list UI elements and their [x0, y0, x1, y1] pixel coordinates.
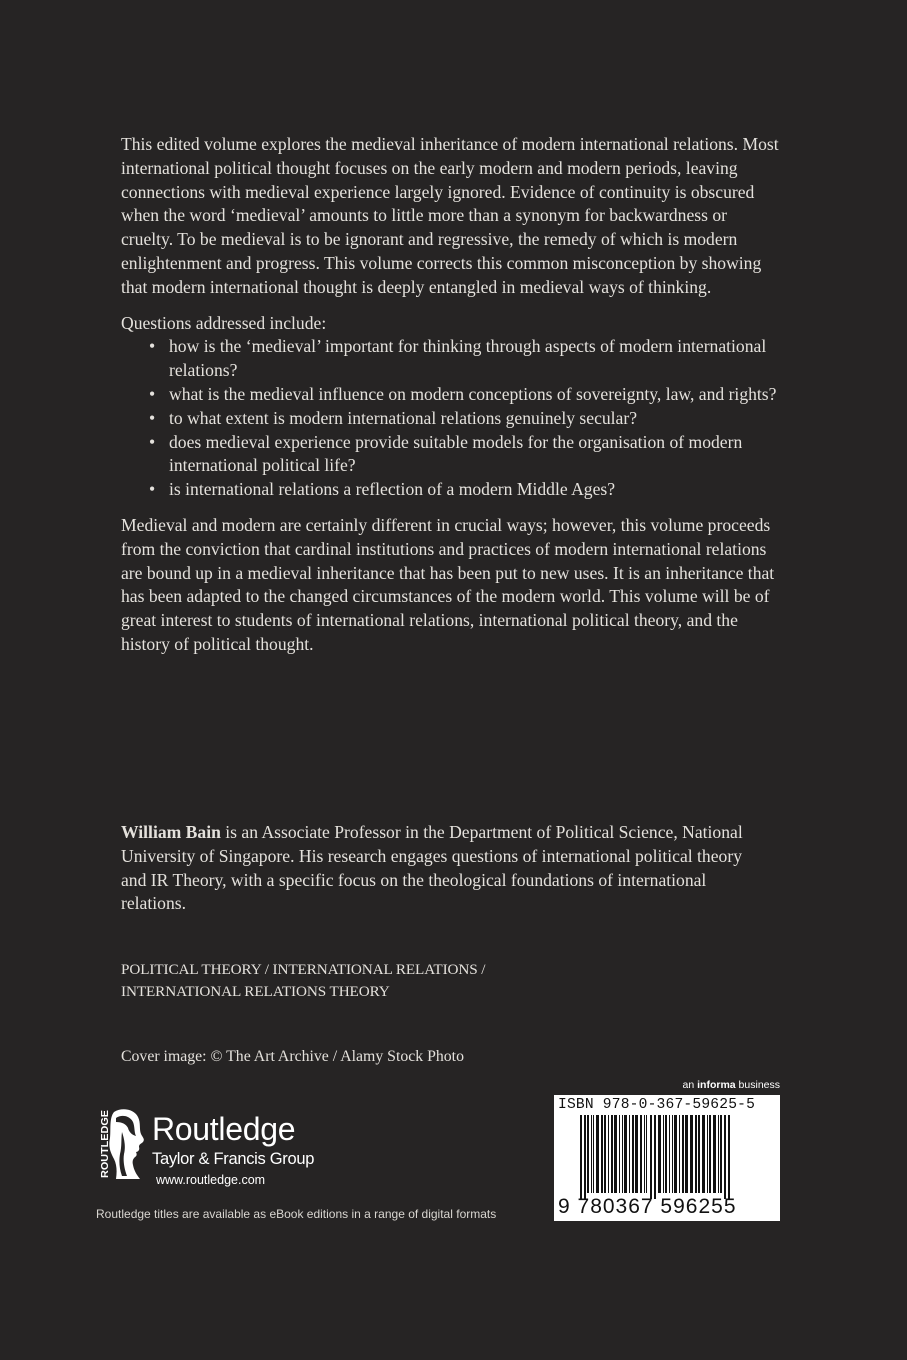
questions-list: [121, 335, 781, 502]
barcode-bar: [658, 1115, 661, 1193]
barcode-bar: [646, 1115, 647, 1193]
barcode-bar: [685, 1115, 688, 1193]
barcode-bar: [724, 1115, 726, 1199]
ebook-availability-note: Routledge titles are available as eBook editions in a range of digital formats: [96, 1207, 497, 1221]
barcode-bar: [624, 1115, 627, 1193]
author-bio-text: is an Associate Professor in the Department of Political Science, National University of Singapore. His research engages questions of international political theory and IR Theory, with a specific focus on the theological foundations of international relations.: [121, 822, 743, 914]
routledge-vertical-text: ROUTLEDGE: [99, 1112, 111, 1178]
list-item: • to what extent is modern international relations genuinely secular?: [169, 407, 781, 431]
barcode-bar: [679, 1115, 680, 1193]
closing-paragraph: Medieval and modern are certainly different in crucial ways; however, this volume proceeds from the conviction that cardinal institutions and practices of modern international relations are bound up in a medieval inheritance that has been put to new uses. It is an inheritance that has been adapted to the changed circumstances of the modern world. This volume will be of great interest to students of international relations, international political theory, and the history of political thought.: [121, 514, 775, 654]
isbn-barcode: [554, 1095, 780, 1221]
author-name: William Bain: [121, 822, 221, 842]
routledge-brand: [152, 1111, 314, 1189]
barcode-bar: [640, 1115, 642, 1193]
barcode-bar: [604, 1115, 606, 1193]
list-item: • what is the medieval influence on modern conceptions of sovereignty, law, and rights?: [169, 383, 781, 407]
barcode-bar: [601, 1115, 603, 1193]
barcode-bar: [593, 1115, 594, 1193]
barcode-bar: [707, 1115, 708, 1193]
barcode-bar: [614, 1115, 617, 1193]
barcode-bar: [690, 1115, 693, 1193]
cover-image-credit: Cover image: © The Art Archive / Alamy Stock Photo: [121, 1048, 464, 1065]
isbn-label: ISBN 978-0-367-59625-5: [558, 1097, 756, 1113]
barcode-bar: [584, 1115, 586, 1199]
barcode-bar: [650, 1115, 652, 1199]
barcode-bar: [596, 1115, 599, 1193]
informa-brand: informa: [697, 1079, 736, 1091]
barcode-bar: [728, 1115, 730, 1199]
book-blurb: [121, 133, 781, 657]
barcode-bar: [622, 1115, 623, 1193]
publisher-name: Routledge: [152, 1111, 296, 1147]
barcode-bar: [611, 1115, 613, 1193]
publisher-group: Taylor & Francis Group: [152, 1150, 315, 1168]
barcode-bar: [632, 1115, 634, 1193]
barcode-bar: [718, 1115, 719, 1193]
barcode-bar: [663, 1115, 664, 1193]
barcode-bar: [629, 1115, 630, 1193]
intro-paragraph: This edited volume explores the medieval inheritance of modern international relations. Most international political thought focuses on the early modern and modern periods, leaving connections with medieval experience largely ignored. Evidence of continuity is obscured when the word ‘medieval’ amounts to little more than a synonym for backwardness or cruelty. To be medieval is to be ignorant and regressive, the remedy of which is modern enlightenment and progress. This volume corrects this common misconception by showing that modern international thought is deeply entangled in medieval ways of thinking.: [121, 134, 779, 297]
publisher-url[interactable]: www.routledge.com: [156, 1173, 266, 1187]
barcode-bar: [644, 1115, 645, 1193]
subject-line-2: INTERNATIONAL RELATIONS THEORY: [121, 983, 390, 1000]
barcode-digits: 9 780367 596255: [558, 1195, 737, 1218]
informa-suffix: business: [735, 1079, 780, 1091]
barcode-bar: [695, 1115, 697, 1193]
list-item: • how is the ‘medieval’ important for thinking through aspects of modern international relations?: [169, 335, 781, 383]
list-item: • does medieval experience provide suitable models for the organisation of modern international political life?: [169, 431, 781, 479]
barcode-bar: [635, 1115, 638, 1193]
questions-heading: Questions addressed include:: [121, 312, 327, 333]
barcode-bar: [702, 1115, 705, 1193]
barcode-bar: [682, 1115, 684, 1193]
informa-business-tag: [683, 1079, 780, 1091]
barcode-bar: [672, 1115, 673, 1193]
informa-prefix: an: [682, 1079, 698, 1091]
barcode-bar: [608, 1115, 609, 1193]
barcode-bar: [720, 1115, 722, 1193]
barcode-bar: [619, 1115, 620, 1193]
barcode-bar: [709, 1115, 711, 1193]
barcode-bar: [591, 1115, 592, 1193]
barcode-bar: [713, 1115, 716, 1193]
subject-categories: [121, 959, 621, 1003]
list-item: • is international relations a reflection of a modern Middle Ages?: [169, 478, 781, 502]
barcode-bar: [669, 1115, 670, 1193]
barcode-bar: [654, 1115, 656, 1199]
barcode-bar: [665, 1115, 667, 1193]
subject-line-1: POLITICAL THEORY / INTERNATIONAL RELATIONS /: [121, 961, 486, 978]
barcode-bar: [587, 1115, 589, 1193]
author-bio: [121, 821, 761, 916]
barcode-bar: [698, 1115, 700, 1193]
routledge-profile-icon: [96, 1108, 148, 1180]
barcode-bar: [580, 1115, 582, 1199]
barcode-bar: [674, 1115, 677, 1193]
